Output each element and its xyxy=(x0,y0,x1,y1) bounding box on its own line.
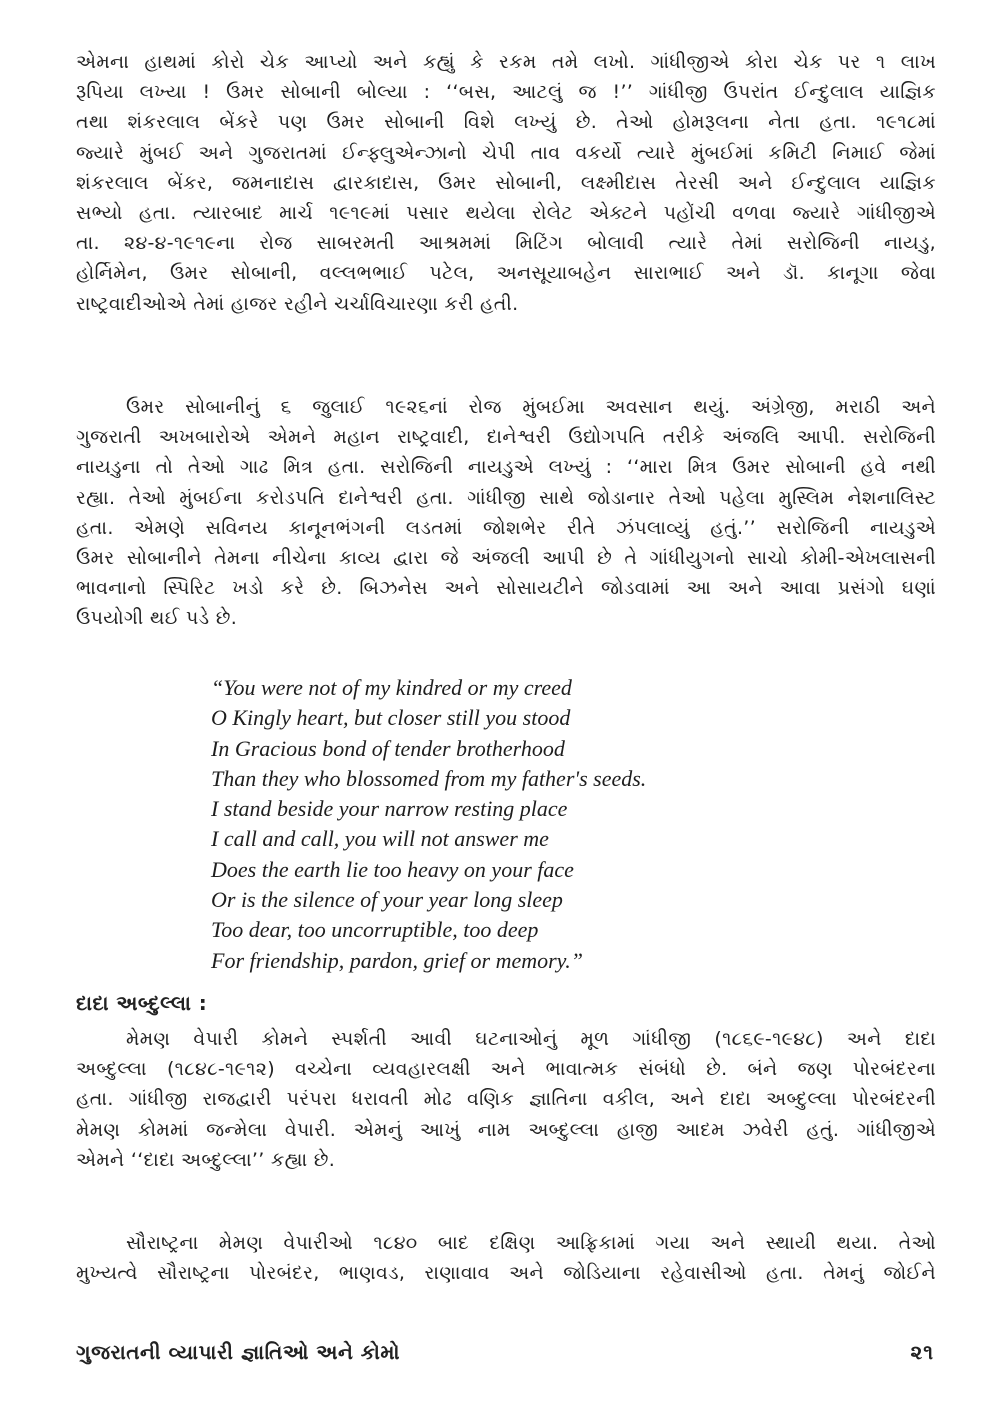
text-line: શંકરલાલ બેંકર, જમનાદાસ દ્વારકાદાસ, ઉમર સોબાની, લક્ષ્મીદાસ તેરસી અને ઈન્દુલાલ યાજ્ઞિક xyxy=(76,171,936,194)
footer-book-title: ગુજરાતની વ્યાપારી જ્ઞાતિઓ અને કોમો xyxy=(76,1340,401,1364)
text-line: નાયડુના તો તેઓ ગાઢ મિત્ર હતા. સરોજિની નાયડુએ લખ્યું : ‘‘મારા મિત્ર ઉમર સોબાની હવે નથી xyxy=(76,456,936,479)
text-line: એમને ‘‘દાદા અબ્દુલ્લા’’ કહ્યા છે. xyxy=(76,1148,336,1171)
text-line: તા. ૨૪-૪-૧૯૧૯ના રોજ સાબરમતી આશ્રમમાં મિટિંગ બોલાવી ત્યારે તેમાં સરોજિની નાયડુ, xyxy=(76,232,936,255)
paragraph-memon-gandhi-relation xyxy=(76,1024,936,1175)
poem-line: In Gracious bond of tender brotherhood xyxy=(211,735,565,761)
text-line: જ્યારે મુંબઈ અને ગુજરાતમાં ઈન્ફ્લુએન્ઝાનો ચેપી તાવ વકર્યો ત્યારે મુંબઈમાં કમિટી નિમાઈ જેમાં xyxy=(76,141,936,164)
text-line: ઉમર સોબાનીને તેમના નીચેના કાવ્ય દ્વારા જે અંજલી આપી છે તે ગાંધીયુગનો સાચો કોમી-એખલાસની xyxy=(76,546,936,569)
text-line: તથા શંકરલાલ બેંકરે પણ ઉમર સોબાની વિશે લખ્યું છે. તેઓ હોમરૂલના નેતા હતા. ૧૯૧૮માં xyxy=(76,111,936,134)
poem-line: I call and call, you will not answer me xyxy=(211,826,549,852)
poem-line: Than they who blossomed from my father's seeds. xyxy=(211,765,647,791)
poem-line: Does the earth lie too heavy on your face xyxy=(211,856,574,882)
text-line: એમના હાથમાં કોરો ચેક આપ્યો અને કહ્યું કે રકમ તમે લખો. ગાંધીજીએ કોરા ચેક પર ૧ લાખ xyxy=(76,51,936,73)
section-heading: દાદા અબ્દુલ્લા : xyxy=(76,991,208,1015)
poem-line: I stand beside your narrow resting place xyxy=(211,796,568,822)
text-line: રહ્યા. તેઓ મુંબઈના કરોડપતિ દાનેશ્વરી હતા. ગાંધીજી સાથે જોડાનાર તેઓ પહેલા મુસ્લિમ નેશનાલિસ્ટ xyxy=(76,486,936,509)
text-line: ભાવનાનો સ્પિરિટ ખડો કરે છે. બિઝનેસ અને સોસાયટીને જોડવામાં આ અને આવા પ્રસંગો ઘણાં xyxy=(76,577,936,600)
text-line: ઉપયોગી થઈ પડે છે. xyxy=(76,607,238,630)
text-line: મુખ્યત્વે સૌરાષ્ટ્રના પોરબંદર, ભાણવડ, રાણાવાવ અને જોડિયાના રહેવાસીઓ હતા. તેમનું જોઈને xyxy=(76,1262,936,1285)
text-line: અબ્દુલ્લા (૧૮૪૮-૧૯૧૨) વચ્ચેના વ્યવહારલક્ષી અને ભાવાત્મક સંબંધો છે. બંને જણ પોરબંદરના xyxy=(76,1058,936,1081)
text-line: ગુજરાતી અખબારોએ એમને મહાન રાષ્ટ્રવાદી, દાનેશ્વરી ઉદ્યોગપતિ તરીકે અંજલિ આપી. સરોજિની xyxy=(76,426,936,449)
text-line: સભ્યો હતા. ત્યારબાદ માર્ચ ૧૯૧૯માં પસાર થયેલા રોલેટ એક્ટને પહોંચી વળવા જ્યારે ગાંધીજીએ xyxy=(76,201,936,224)
text-line: ઉમર સોબાનીનું ૬ જુલાઈ ૧૯૨૬નાં રોજ મુંબઈમા અવસાન થયું. અંગ્રેજી, મરાઠી અને xyxy=(126,396,936,418)
text-line: હોર્નિમેન, ઉમર સોબાની, વલ્લભભાઈ પટેલ, અનસૂયાબહેન સારાભાઈ અને ડૉ. કાનૂગા જેવા xyxy=(76,262,936,285)
paragraph-omar-sobani-gandhi xyxy=(76,47,936,319)
paragraph-sobani-death-tribute xyxy=(76,392,936,634)
text-line: મેમણ વેપારી કોમને સ્પર્શતી આવી ઘટનાઓનું મૂળ ગાંધીજી (૧૮૬૯-૧૯૪૮) અને દાદા xyxy=(126,1028,936,1050)
text-line: સૌરાષ્ટ્રના મેમણ વેપારીઓ ૧૮૪૦ બાદ દક્ષિણ આફ્રિકામાં ગયા અને સ્થાયી થયા. તેઓ xyxy=(126,1232,936,1254)
paragraph-saurashtra-memon-traders xyxy=(76,1228,936,1288)
poem-line: Or is the silence of your year long sleep xyxy=(211,887,563,913)
poem-line: O Kingly heart, but closer still you stood xyxy=(211,705,571,731)
text-line: રૂપિયા લખ્યા ! ઉમર સોબાની બોલ્યા : ‘‘બસ, આટલું જ !’’ ગાંધીજી ઉપરાંત ઈન્દુલાલ યાજ્ઞિક xyxy=(76,81,936,104)
poem-line: “You were not of my kindred or my creed xyxy=(211,675,572,700)
text-line: હતા. ગાંધીજી રાજદ્વારી પરંપરા ધરાવતી મોઢ વણિક જ્ઞાતિના વકીલ, અને દાદા અબ્દુલ્લા પોરબંદરની xyxy=(76,1088,936,1111)
poem-quote xyxy=(211,673,911,976)
page-number: ૨૧ xyxy=(910,1340,934,1364)
text-line: મેમણ કોમમાં જન્મેલા વેપારી. એમનું આખું નામ અબ્દુલ્લા હાજી આદમ ઝવેરી હતું. ગાંધીજીએ xyxy=(76,1118,936,1141)
text-line: રાષ્ટ્રવાદીઓએ તેમાં હાજર રહીને ચર્ચાવિચારણા કરી હતી. xyxy=(76,292,519,315)
poem-line: Too dear, too uncorruptible, too deep xyxy=(211,917,539,943)
poem-line: For friendship, pardon, grief or memory.” xyxy=(211,947,583,973)
text-line: હતા. એમણે સવિનય કાનૂનભંગની લડતમાં જોશભેર રીતે ઝંપલાવ્યું હતું.’’ સરોજિની નાયડુએ xyxy=(76,516,936,539)
